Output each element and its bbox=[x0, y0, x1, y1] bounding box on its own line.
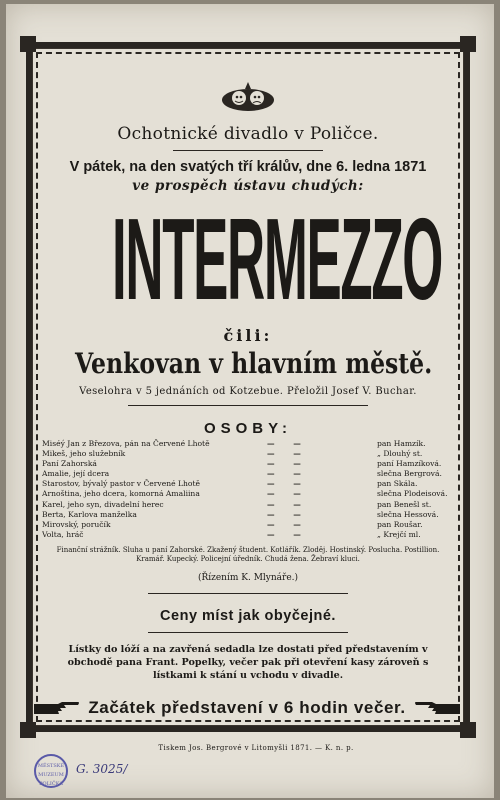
benefit-line: ve prospěch ústavu chudých: bbox=[132, 178, 364, 194]
genre-credit: Veselohra v 5 jednáních od Kotzebue. Přeložil Josef V. Buchar. bbox=[79, 386, 417, 397]
divider bbox=[173, 150, 323, 151]
director-credit: (Řízením K. Mlynáře.) bbox=[197, 572, 299, 583]
cast-role: Miséý Jan z Březova, pán na Červené Lhotě bbox=[42, 439, 210, 448]
divider bbox=[148, 593, 348, 594]
cast-row bbox=[42, 479, 454, 489]
divider bbox=[148, 632, 348, 633]
prices-line: Ceny míst jak obyčejné. bbox=[160, 607, 336, 624]
cast-actor: „ Krejčí ml. bbox=[377, 529, 421, 539]
cast-row bbox=[42, 500, 454, 510]
cast-dash: — — bbox=[267, 439, 309, 448]
cast-row bbox=[42, 530, 454, 540]
cast-dash: — — bbox=[267, 499, 309, 509]
cast-dash: — — bbox=[267, 449, 309, 459]
play-subtitle: Venkovan v hlavním městě. bbox=[74, 347, 433, 380]
pointing-hand-right-icon bbox=[32, 700, 80, 716]
cast-dash: — — bbox=[267, 469, 309, 479]
cast-actor: pan Roušar. bbox=[377, 519, 423, 529]
start-time-row bbox=[32, 698, 462, 718]
cast-actor: pan Benešl st. bbox=[377, 499, 432, 509]
corner-ornament bbox=[20, 36, 36, 52]
cast-actor: slečna Bergrová. bbox=[377, 469, 442, 479]
cast-dash: — — bbox=[267, 459, 309, 469]
cast-row bbox=[42, 449, 454, 459]
cast-actor: „ Dlouhý st. bbox=[377, 449, 423, 459]
cast-row bbox=[42, 510, 454, 520]
cast-row bbox=[42, 520, 454, 530]
cast-dash: — — bbox=[267, 489, 309, 499]
cast-actor: paní Hamzíková. bbox=[377, 459, 442, 469]
pointing-hand-left-icon bbox=[414, 700, 462, 716]
or-line: čili: bbox=[223, 326, 273, 345]
cast-role: Karel, jeho syn, divadelní herec bbox=[42, 499, 164, 509]
cast-dash: — — bbox=[267, 509, 309, 519]
theatre-masks-icon bbox=[218, 80, 278, 114]
cast-list bbox=[42, 439, 454, 540]
shelfmark: G. 3025/ bbox=[76, 762, 128, 776]
poster-content bbox=[42, 70, 454, 718]
cast-dash: — — bbox=[267, 519, 309, 529]
cast-actor: slečna Plodeisová. bbox=[377, 489, 448, 499]
cast-role: Arnoština, jeho dcera, komorná Amaliina bbox=[42, 489, 200, 499]
theatre-name: Ochotnické divadlo v Poličce. bbox=[117, 124, 379, 144]
corner-ornament bbox=[20, 722, 36, 738]
start-time: Začátek představení v 6 hodin večer. bbox=[88, 697, 406, 717]
cast-row bbox=[42, 439, 454, 449]
cast-role: Amalie, její dcera bbox=[42, 469, 110, 479]
printer-imprint: Tiskem Jos. Bergrové v Litomyšli 1871. — K. n. p. bbox=[158, 744, 354, 752]
cast-role: Mikeš, jeho služebník bbox=[42, 449, 126, 459]
cast-dash: — — bbox=[267, 479, 309, 489]
museum-stamp: MĚSTSKÉ MUZEUM POLIČKA bbox=[34, 754, 68, 788]
cast-role: Volta, hráč bbox=[42, 529, 84, 539]
cast-row bbox=[42, 469, 454, 479]
corner-ornament bbox=[460, 722, 476, 738]
tickets-info: Lístky do lóží a na zavřená sedadla lze dostati před představením v obchodě pana Frant. Popelky, večer pak při otevření kasy zároveň s lístkami k stání u vchodu v divadle. bbox=[67, 643, 429, 681]
cast-actor: slečna Hessová. bbox=[377, 509, 439, 519]
cast-row bbox=[42, 459, 454, 469]
extras-list: Finanční strážník. Sluha u paní Zahorské. Zkažený študent. Kotlářík. Zloděj. Hostinský. Poslucha. Postillion. Kramář. Kupecký. Policejní úředník. Chudá žena. Žebraví kluci. bbox=[56, 545, 440, 564]
play-title: INTERMEZZO bbox=[112, 194, 443, 324]
cast-role: Mirovský, poručík bbox=[42, 519, 111, 529]
cast-actor: pan Skála. bbox=[377, 479, 418, 489]
cast-heading: OSOBY: bbox=[203, 420, 293, 437]
corner-ornament bbox=[460, 36, 476, 52]
cast-actor: pan Hamzík. bbox=[377, 439, 426, 448]
cast-role: Starostov, bývalý pastor v Červené Lhotě bbox=[42, 479, 201, 489]
divider bbox=[128, 405, 368, 406]
cast-role: Berta, Karlova manželka bbox=[42, 509, 137, 519]
cast-role: Paní Zahorská bbox=[42, 459, 97, 469]
cast-dash: — — bbox=[267, 529, 309, 539]
cast-row bbox=[42, 489, 454, 499]
performance-date: V pátek, na den svatých tří králův, dne 6. ledna 1871 bbox=[69, 159, 427, 175]
poster-sheet bbox=[6, 4, 494, 798]
